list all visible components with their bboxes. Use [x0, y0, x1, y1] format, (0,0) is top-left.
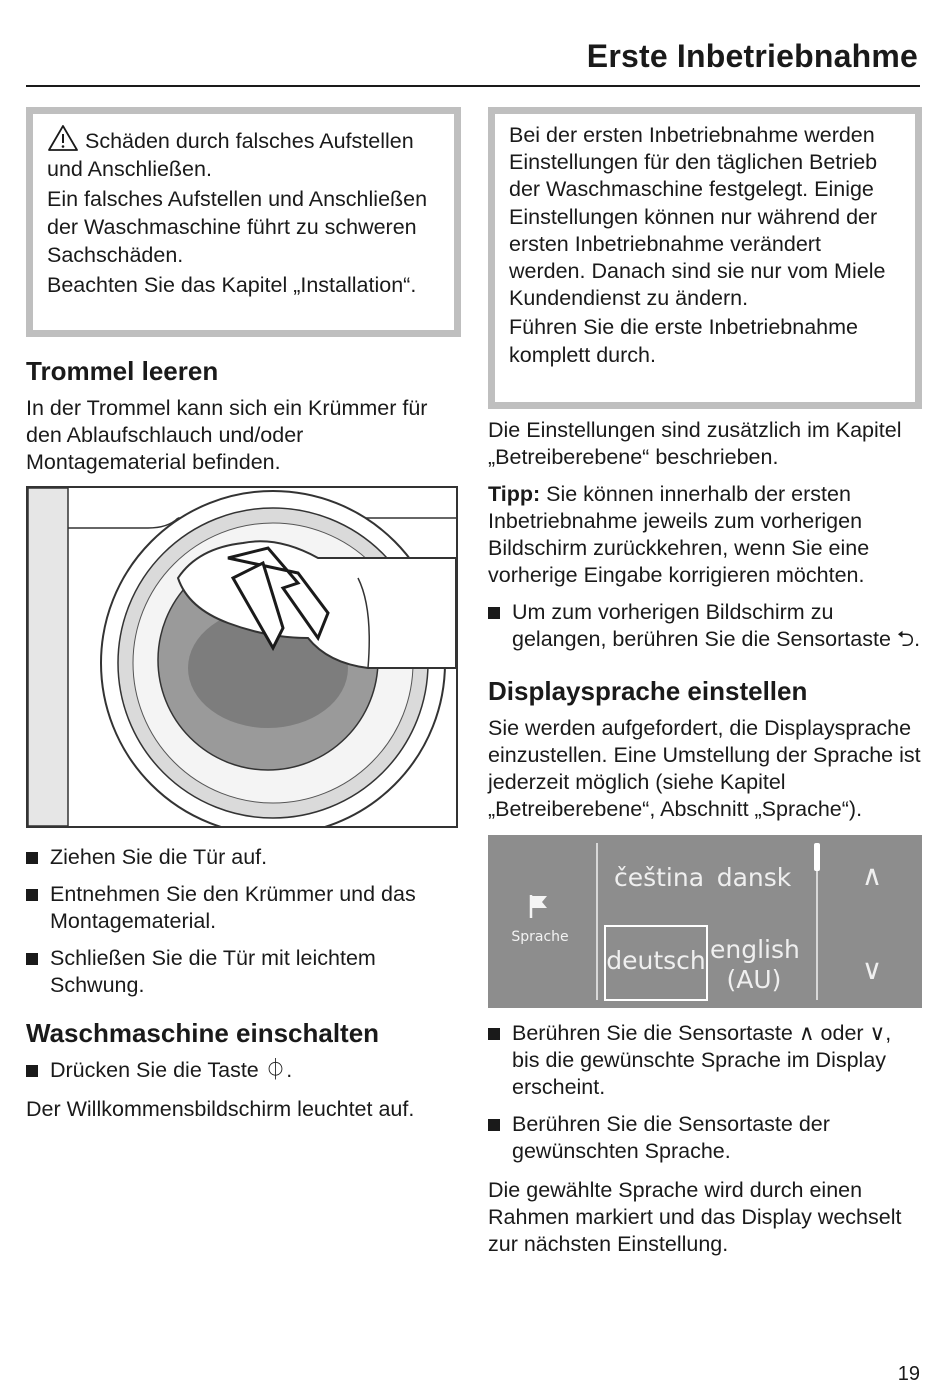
info-text-2: Führen Sie die erste Inbetriebnahme komplett durch.: [509, 315, 858, 367]
trommel-intro: In der Trommel kann sich ein Krümmer für den Ablaufschlauch und/oder Montagematerial befinden.: [26, 396, 428, 474]
header-rule: [26, 85, 920, 87]
lang-option-english-au[interactable]: [710, 935, 798, 995]
step-text: Um zum vorherigen Bildschirm zu gelangen, berühren Sie die Sensortaste ⮌.: [512, 600, 921, 651]
info-text: Bei der ersten Inbetriebnahme werden Einstellungen für den täglichen Betrieb der Waschmaschine festgelegt. Einige Einstellungen können nur während der ersten Inbetriebnahme verändert werden. Danach sind sie nur vom Miele Kundendienst zu ändern.: [509, 123, 886, 311]
flag-icon: [528, 893, 550, 919]
tipp-paragraph: [488, 481, 922, 589]
warning-box: [26, 107, 461, 337]
down-arrow-button[interactable]: ∨: [861, 953, 883, 986]
info-box: [488, 107, 922, 409]
drum-illustration: [26, 486, 458, 828]
lang-english-line1: english: [710, 935, 800, 964]
up-arrow-button[interactable]: ∧: [861, 859, 883, 892]
warning-note: Beachten Sie das Kapitel „Installation“.: [47, 273, 417, 297]
lang-english-line2: (AU): [726, 965, 782, 994]
list-item: [26, 1057, 461, 1084]
sprache-intro: Sie werden aufgefordert, die Displaysprache einzustellen. Eine Umstellung der Sprache ist jederzeit möglich (siehe Kapitel „Betreiberebene“, Abschnitt „Sprache“).: [488, 716, 921, 821]
einschalten-steps: [26, 1057, 461, 1084]
step-text: Berühren Sie die Sensortaste ∧ oder ∨, bis die gewünschte Sprache im Display erscheint.: [512, 1021, 892, 1099]
step-text: Ziehen Sie die Tür auf.: [50, 845, 268, 869]
step-text: Schließen Sie die Tür mit leichtem Schwung.: [50, 946, 376, 997]
step-text: Entnehmen Sie den Krümmer und das Montagematerial.: [50, 882, 416, 933]
scroll-indicator: [814, 843, 820, 871]
tipp-text: Sie können innerhalb der ersten Inbetriebnahme jeweils zum vorherigen Bildschirm zurückkehren, wenn Sie eine vorherige Eingabe korrigieren möchten.: [488, 482, 870, 587]
page-number: 19: [897, 1363, 920, 1385]
tipp-label: Tipp:: [488, 482, 541, 506]
lang-option-cestina[interactable]: čeština: [613, 863, 705, 892]
sprache-outro: Die gewählte Sprache wird durch einen Rahmen markiert und das Display wechselt zur nächsten Einstellung.: [488, 1178, 902, 1256]
einstellungen-text: Die Einstellungen sind zusätzlich im Kapitel „Betreiberebene“ beschrieben.: [488, 418, 902, 469]
warning-heading: Schäden durch falsches Aufstellen und Anschließen.: [47, 129, 414, 181]
list-item: [488, 1111, 922, 1165]
section-title-einschalten: Waschmaschine einschalten: [26, 1018, 380, 1048]
back-steps: [488, 599, 922, 653]
page-header-title: Erste Inbetriebnahme: [586, 38, 918, 74]
warning-text: Ein falsches Aufstellen und Anschließen der Waschmaschine führt zu schweren Sachschäden.: [47, 187, 428, 267]
list-item: [26, 844, 461, 871]
list-item: [488, 599, 922, 653]
einschalten-text: Der Willkommensbildschirm leuchtet auf.: [26, 1097, 415, 1121]
display-label: Sprache: [511, 929, 569, 945]
lang-option-deutsch[interactable]: deutsch: [606, 946, 706, 975]
trommel-steps: [26, 844, 461, 999]
language-display: [488, 835, 922, 1008]
warning-triangle-icon: [47, 124, 79, 152]
list-item: [26, 881, 461, 935]
left-column: [26, 107, 461, 1123]
warning-heading-line: [47, 124, 438, 183]
list-item: [26, 945, 461, 999]
sprache-steps: [488, 1020, 922, 1165]
section-title-trommel: Trommel leeren: [26, 356, 219, 386]
step-text: Drücken Sie die Taste ⏀.: [50, 1058, 293, 1082]
step-text: Berühren Sie die Sensortaste der gewünschten Sprache.: [512, 1112, 830, 1163]
lang-option-dansk[interactable]: dansk: [716, 863, 792, 892]
list-item: [488, 1020, 922, 1101]
section-title-sprache: Displaysprache einstellen: [488, 676, 808, 706]
display-separator: [596, 843, 598, 1000]
right-column: [488, 107, 922, 1258]
drum-drawing: [28, 488, 456, 826]
